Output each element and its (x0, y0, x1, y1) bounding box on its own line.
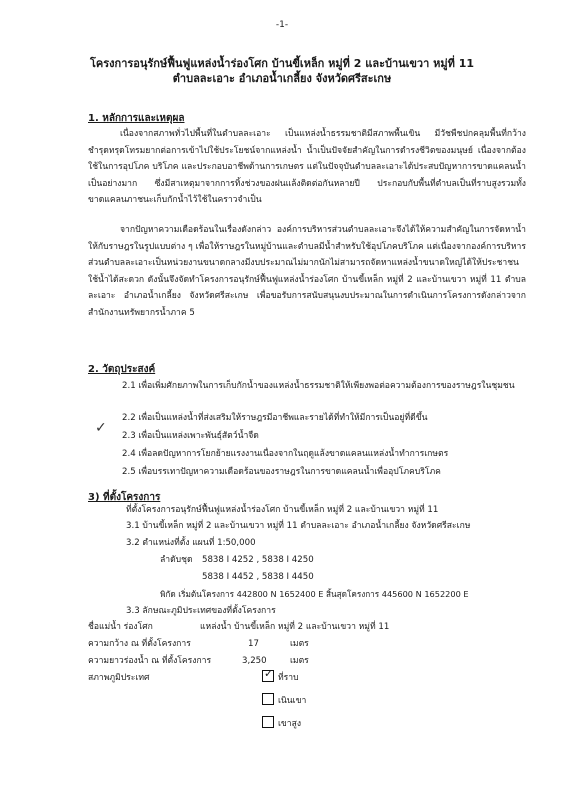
length-value: 3,250 (242, 656, 267, 666)
water-source-value: แหล่งน้ำ บ้านขี้เหล็ก หมู่ที่ 2 และบ้านเขวา หมู่ที่ 11 (200, 622, 390, 632)
section1-paragraph-1-text: เนื่องจากสภาพทั่วไปพื้นที่ในตำบลละเอาะ เป็นแหล่งน้ำธรรมชาติมีสภาพพื้นเขิน มีวัชพืชปกคลุมพื้นที่กว้าง ชำรุดทรุดโทรมยากต่อการเข้าไปใช้ประโยชน์จากแหล่งน้ำ น้ำเป็นปัจจัยสำคัญในการดำรงชีวิตของมนุษย์ เนื่องจากต้องใช้ในการอุปโภค บริโภค และประกอบอาชีพด้านการเกษตร แต่ในปัจจุบันตำบลละเอาะได้ประสบปัญหาการขาดแคลนน้ำเป็นอย่างมาก ซึ่งมีสาเหตุมาจากการทิ้งช่วงของฝนแล้งติดต่อกันหลายปี ประกอบกับพื้นที่ตำบลเป็นที่ราบสูงรวมทั้งขาดแคลนภาชนะเก็บกักน้ำไว้ใช้ในคราวจำเป็น (88, 129, 526, 205)
check-mark-icon: ✓ (264, 667, 274, 680)
length-unit: เมตร (290, 656, 309, 666)
section3-heading: 3) ที่ตั้งโครงการ (88, 492, 161, 503)
location-3-3: 3.3 ลักษณะภูมิประเทศของที่ตั้งโครงการ (126, 606, 276, 616)
width-label: ความกว้าง ณ ที่ตั้งโครงการ (88, 639, 191, 649)
section1-paragraph-2 (88, 222, 526, 321)
sequence-label: ลำดับชุด (160, 555, 193, 565)
page-number: -1- (275, 20, 289, 30)
section1-heading: 1. หลักการและเหตุผล (88, 113, 185, 124)
terrain-option-label: เขาสูง (278, 719, 302, 729)
margin-checkmark: ✓ (95, 420, 107, 436)
document-title-line2: ตำบลละเอาะ อำเภอน้ำเกลี้ยง จังหวัดศรีสะเกษ (172, 72, 392, 85)
section1-paragraph-2-text: จากปัญหาความเดือดร้อนในเรื่องดังกล่าว องค์การบริหารส่วนตำบลละเอาะจึงได้ให้ความสำคัญในการจัดหาน้ำให้กับราษฎรในรูปแบบต่าง ๆ เพื่อให้ราษฎรในหมู่บ้านและตำบลมีน้ำสำหรับใช้อุปโภคบริโภค แต่เนื่องจากองค์การบริหารส่วนตำบลละเอาะเป็นหน่วยงานขนาดกลางมีงบประมาณไม่มากนักไม่สามารถจัดหาแหล่งน้ำขนาดใหญ่ได้ให้ประชาชนใช้น้ำได้สะดวก ดังนั้นจึงจัดทำโครงการอนุรักษ์ฟื้นฟูแหล่งน้ำร่องโศก บ้านขี้เหล็ก หมู่ที่ 2 และบ้านเขวา หมู่ที่ 11 ตำบลละเอาะ อำเภอน้ำเกลี้ยง จังหวัดศรีสะเกษ เพื่อขอรับการสนับสนุนงบประมาณในการดำเนินการโครงการดังกล่าวจากสำนักงานทรัพยากรน้ำภาค 5 (88, 225, 526, 318)
terrain-checkbox-mountain[interactable] (262, 716, 274, 728)
sequence-line-1: 5838 I 4252 , 5838 I 4250 (202, 555, 314, 565)
terrain-checkbox-hills[interactable] (262, 693, 274, 705)
sequence-line-2: 5838 I 4452 , 5838 I 4450 (202, 572, 314, 582)
section1-paragraph-1 (88, 126, 526, 209)
width-unit: เมตร (290, 639, 309, 649)
objective-item: 2.2 เพื่อเป็นแหล่งน้ำที่ส่งเสริมให้ราษฎรมีอาชีพและรายได้ที่ทำให้มีการเป็นอยู่ที่ดีขึ้น (122, 413, 428, 423)
terrain-option-label: ที่ราบ (278, 673, 299, 683)
terrain-option-label: เนินเขา (278, 696, 307, 706)
water-source-label: ชื่อแม่น้ำ ร่องโศก (88, 622, 153, 632)
terrain-label: สภาพภูมิประเทศ (88, 673, 150, 683)
location-3-2: 3.2 ตำแหน่งที่ตั้ง แผนที่ 1:50,000 (126, 538, 256, 548)
length-label: ความยาวร่องน้ำ ณ ที่ตั้งโครงการ (88, 656, 212, 666)
location-3-1: 3.1 บ้านขี้เหล็ก หมู่ที่ 2 และบ้านเขวา หมู่ที่ 11 ตำบลละเอาะ อำเภอน้ำเกลี้ยง จังหวัดศรีสะเกษ (126, 521, 471, 531)
objective-item: 2.1 เพื่อเพิ่มศักยภาพในการเก็บกักน้ำของแหล่งน้ำธรรมชาติให้เพียงพอต่อความต้องการของราษฎรในชุมชน (122, 381, 515, 391)
location-intro: ที่ตั้งโครงการอนุรักษ์ฟื้นฟูแหล่งน้ำร่องโศก บ้านขี้เหล็ก หมู่ที่ 2 และบ้านเขวา หมู่ที่ 11 (126, 505, 439, 515)
terrain-checkbox-plain[interactable] (262, 667, 274, 682)
section2-heading: 2. วัตถุประสงค์ (88, 364, 156, 375)
width-value: 17 (248, 639, 259, 649)
objective-item: 2.3 เพื่อเป็นแหล่งเพาะพันธุ์สัตว์น้ำจืด (122, 431, 259, 441)
objective-item: 2.5 เพื่อบรรเทาปัญหาความเดือดร้อนของราษฎรในการขาดแคลนน้ำเพื่ออุปโภคบริโภค (122, 467, 441, 477)
document-title-line1: โครงการอนุรักษ์ฟื้นฟูแหล่งน้ำร่องโศก บ้านขี้เหล็ก หมู่ที่ 2 และบ้านเขวา หมู่ที่ 11 (89, 57, 475, 70)
coordinates: พิกัด เริ่มต้นโครงการ 442800 N 1652400 E สิ้นสุดโครงการ 445600 N 1652200 E (160, 589, 469, 599)
objective-item: 2.4 เพื่อลดปัญหาการโยกย้ายแรงงานเนื่องจากในฤดูแล้งขาดแคลนแหล่งน้ำทำการเกษตร (122, 449, 449, 459)
